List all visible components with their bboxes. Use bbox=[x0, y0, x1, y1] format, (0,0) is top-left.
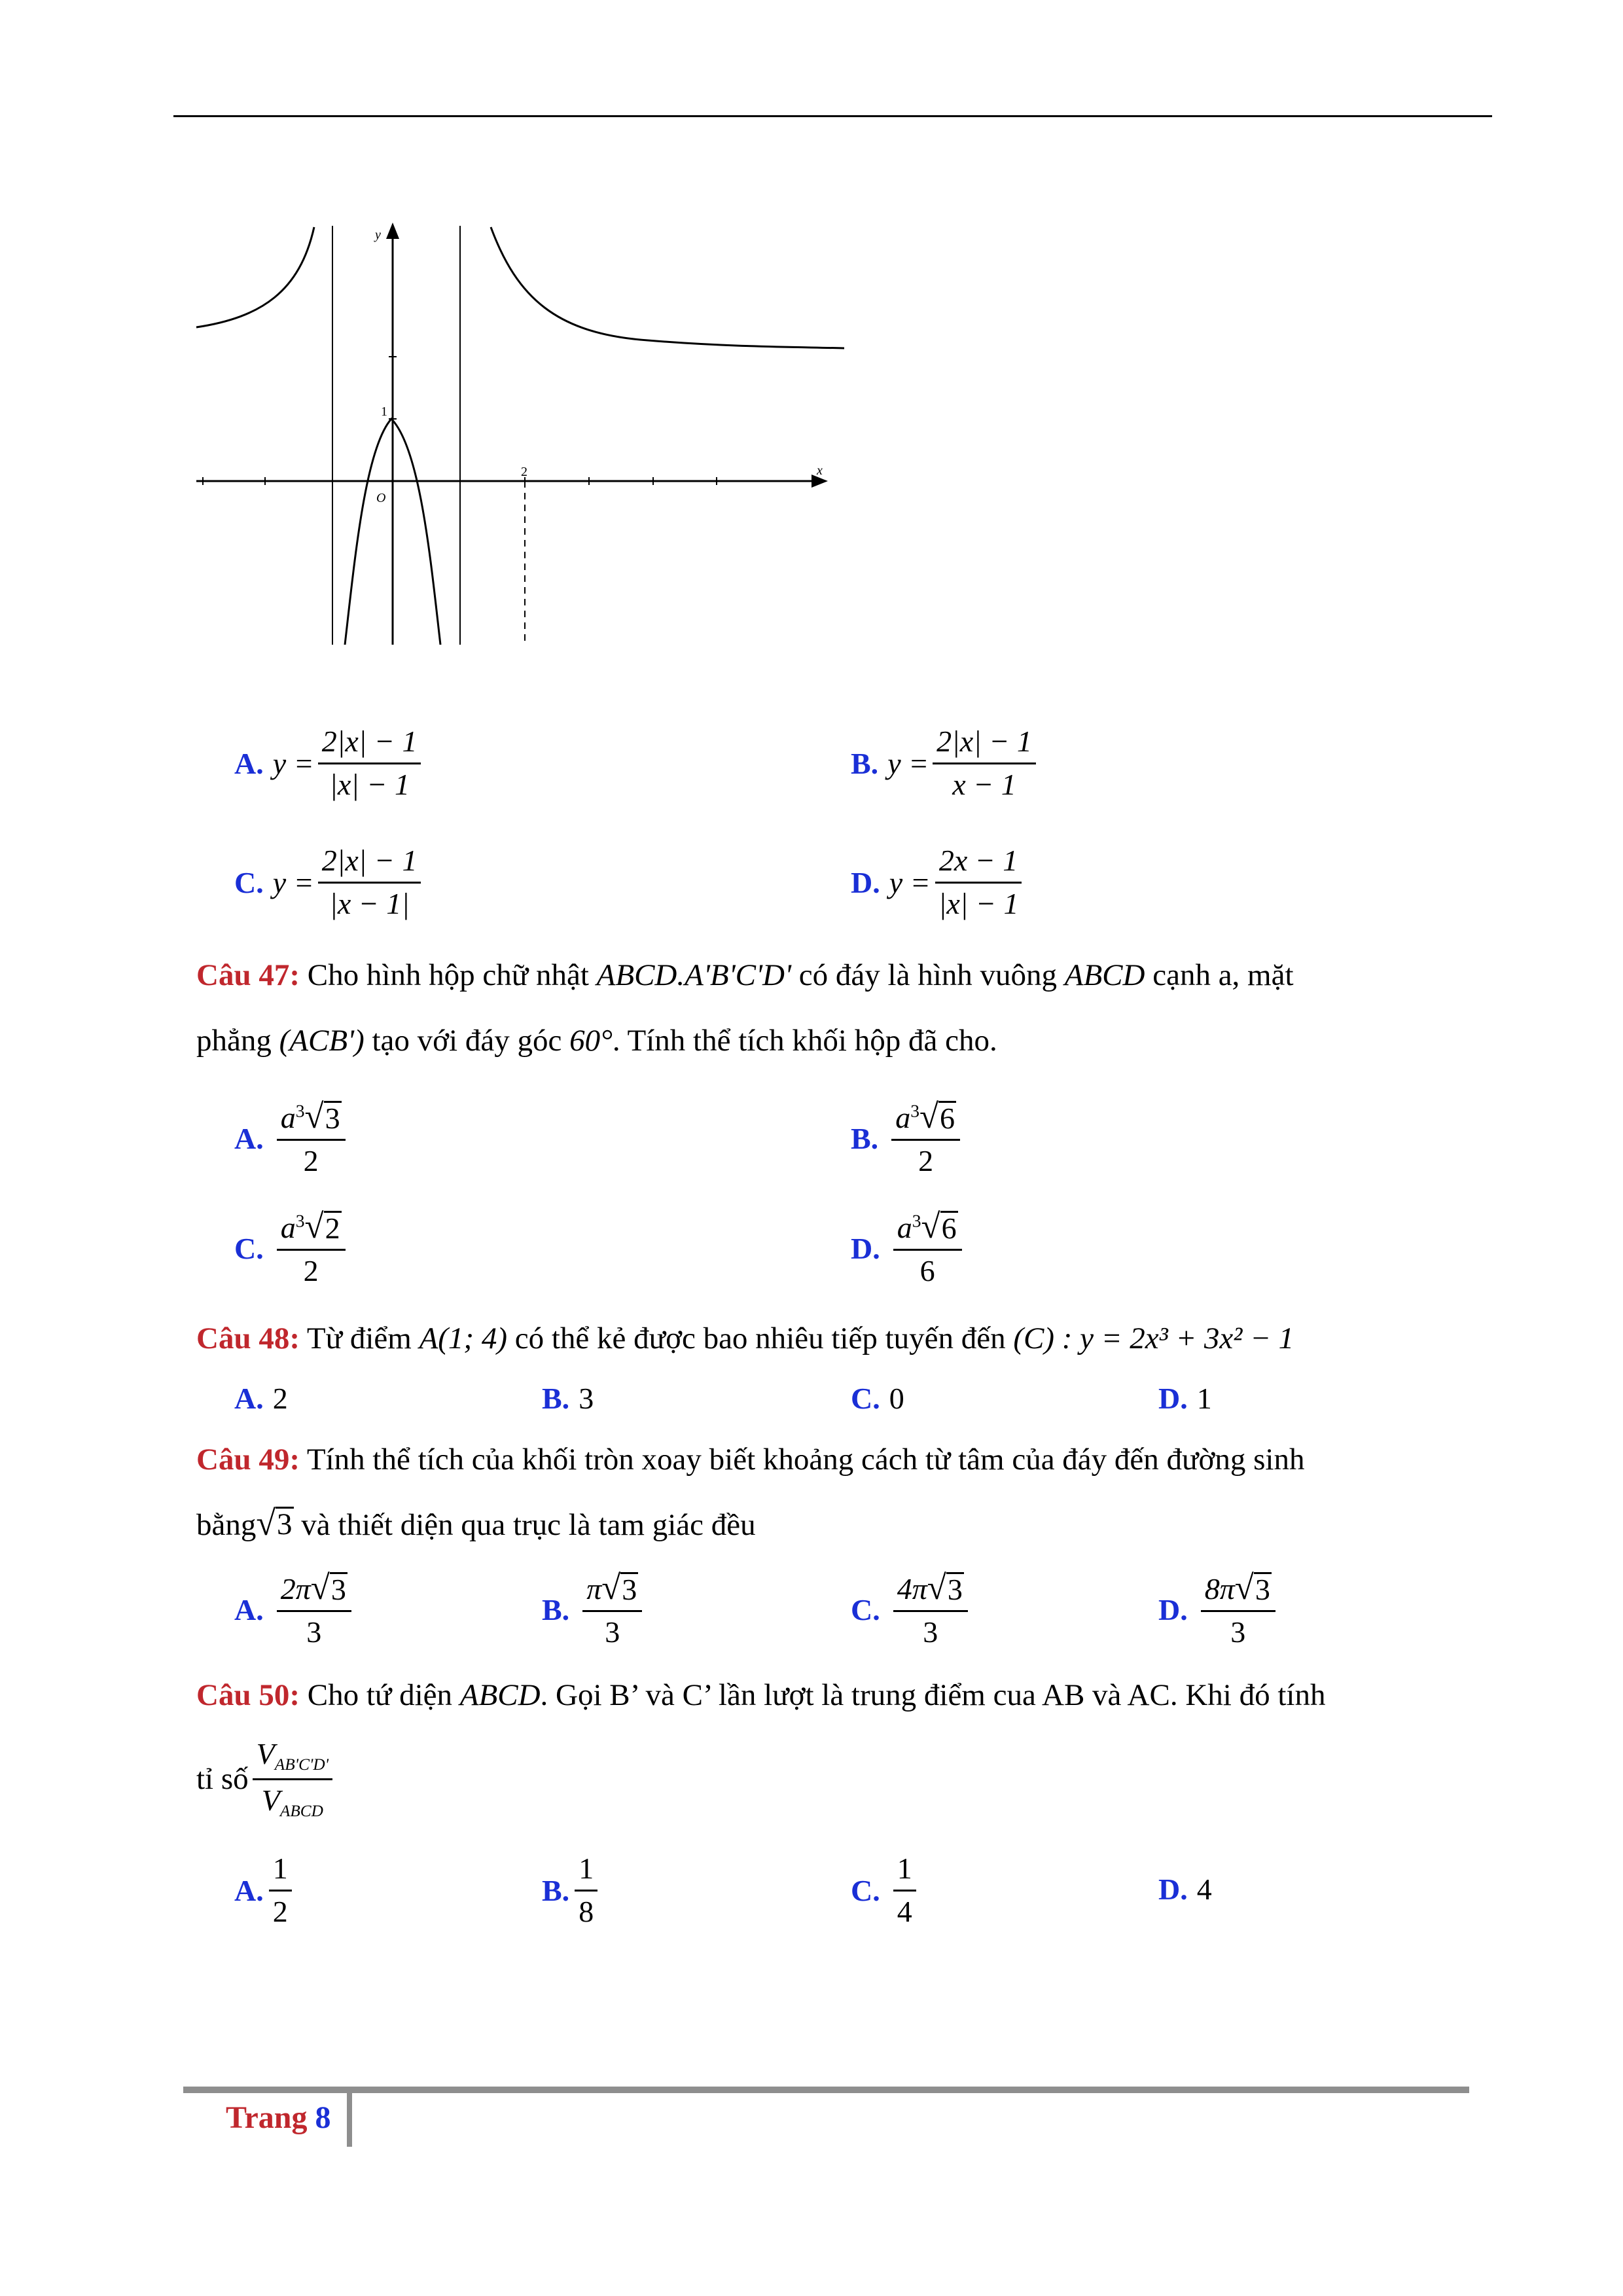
q47-line-1: Câu 47: Cho hình hộp chữ nhật ABCD.A'B'C'D' có đáy là hình vuông ABCD cạnh a, mặt bbox=[196, 958, 1294, 992]
q49-option-c[interactable]: C. 4π √ 3 3 bbox=[851, 1571, 972, 1649]
q49-option-d[interactable]: D. 8π √ 3 3 bbox=[1158, 1571, 1279, 1649]
tick-label-y: 1 bbox=[381, 404, 387, 419]
q50-option-b[interactable]: B. $\frac{1}{8}$ bbox=[542, 1852, 601, 1928]
q50-option-d[interactable]: D. 4 bbox=[1158, 1873, 1212, 1906]
q50-option-c[interactable]: C. $\frac{1}{4}$ bbox=[851, 1852, 920, 1928]
curve-upper-right bbox=[491, 227, 844, 348]
function-graph bbox=[190, 219, 844, 645]
page-footer: Trang 8 bbox=[226, 2100, 331, 2135]
q50-line-1: Câu 50: Cho tứ diện ABCD. Gọi B’ và C’ lần lượt là trung điểm cua AB và AC. Khi đó tính bbox=[196, 1678, 1326, 1712]
q48-option-b[interactable]: B. 3 bbox=[542, 1382, 594, 1415]
q48-option-c[interactable]: C. 0 bbox=[851, 1382, 904, 1415]
q48-option-a[interactable]: A. 2 bbox=[234, 1382, 288, 1415]
q47-option-b[interactable]: B. $a^3$ √ 6 2 bbox=[851, 1100, 964, 1177]
q48-title: Câu 48: bbox=[196, 1321, 300, 1355]
q48-option-d[interactable]: D. 1 bbox=[1158, 1382, 1212, 1415]
page-number: 8 bbox=[315, 2100, 331, 2135]
q46-d-fraction: $\frac{2x - 1}{|x| - 1}$ bbox=[935, 844, 1023, 920]
q46-option-c[interactable]: C. y = $\frac{2|x| - 1}{|x - 1|}$ bbox=[234, 844, 425, 920]
q48-question: Câu 48: Từ điểm A(1; 4) có thể kẻ được bao nhiêu tiếp tuyến đến (C) : y = 2x³ + 3x² − 1 bbox=[196, 1321, 1294, 1355]
x-axis-label: x bbox=[817, 463, 823, 478]
q47-title: Câu 47: bbox=[196, 958, 300, 992]
q47-option-a[interactable]: A. $a^3$ √ 3 2 bbox=[234, 1100, 349, 1177]
q50-line-2: tỉ số $\frac{V_{AB'C'D'}}{V_{ABCD}}$ bbox=[196, 1738, 336, 1820]
q49-option-a[interactable]: A. 2π √ 3 3 bbox=[234, 1571, 355, 1649]
q46-option-a[interactable]: A. y = $\frac{2|x| - 1}{|x| - 1}$ bbox=[234, 725, 425, 801]
curve-upper-left bbox=[196, 227, 314, 327]
q49-title: Câu 49: bbox=[196, 1443, 300, 1477]
q46-a-fraction: $\frac{2|x| - 1}{|x| - 1}$ bbox=[318, 725, 421, 801]
q47-option-d[interactable]: D. $a^3$ √ 6 6 bbox=[851, 1210, 966, 1287]
top-rule bbox=[173, 115, 1492, 117]
y-axis-label: y bbox=[375, 228, 381, 242]
q50-option-a[interactable]: A. $\frac{1}{2}$ bbox=[234, 1852, 296, 1928]
q49-line-1: Câu 49: Tính thể tích của khối tròn xoay biết khoảng cách từ tâm của đáy đến đường sinh bbox=[196, 1443, 1305, 1477]
q46-option-d[interactable]: D. y = $\frac{2x - 1}{|x| - 1}$ bbox=[851, 844, 1026, 920]
q46-c-fraction: $\frac{2|x| - 1}{|x - 1|}$ bbox=[318, 844, 421, 920]
y-axis-arrow bbox=[386, 223, 399, 239]
tick-label-x: 2 bbox=[521, 465, 527, 479]
q49-line-2: bằng √ 3 và thiết diện qua trục là tam giác đều bbox=[196, 1503, 756, 1543]
q47-line-2: phẳng (ACB') tạo với đáy góc 60°. Tính thể tích khối hộp đã cho. bbox=[196, 1024, 997, 1058]
footer-divider bbox=[347, 2093, 352, 2147]
q46-b-fraction: $\frac{2|x| - 1}{x - 1}$ bbox=[933, 725, 1036, 801]
q50-ratio: $\frac{V_{AB'C'D'}}{V_{ABCD}}$ bbox=[253, 1738, 332, 1820]
origin-label: O bbox=[376, 491, 386, 505]
q49-option-b[interactable]: B. π √ 3 3 bbox=[542, 1571, 646, 1649]
footer-rule bbox=[183, 2087, 1469, 2093]
q46-option-b[interactable]: B. y = $\frac{2|x| - 1}{x - 1}$ bbox=[851, 725, 1040, 801]
q50-title: Câu 50: bbox=[196, 1678, 300, 1712]
q47-option-c[interactable]: C. $a^3$ √ 2 2 bbox=[234, 1210, 349, 1287]
